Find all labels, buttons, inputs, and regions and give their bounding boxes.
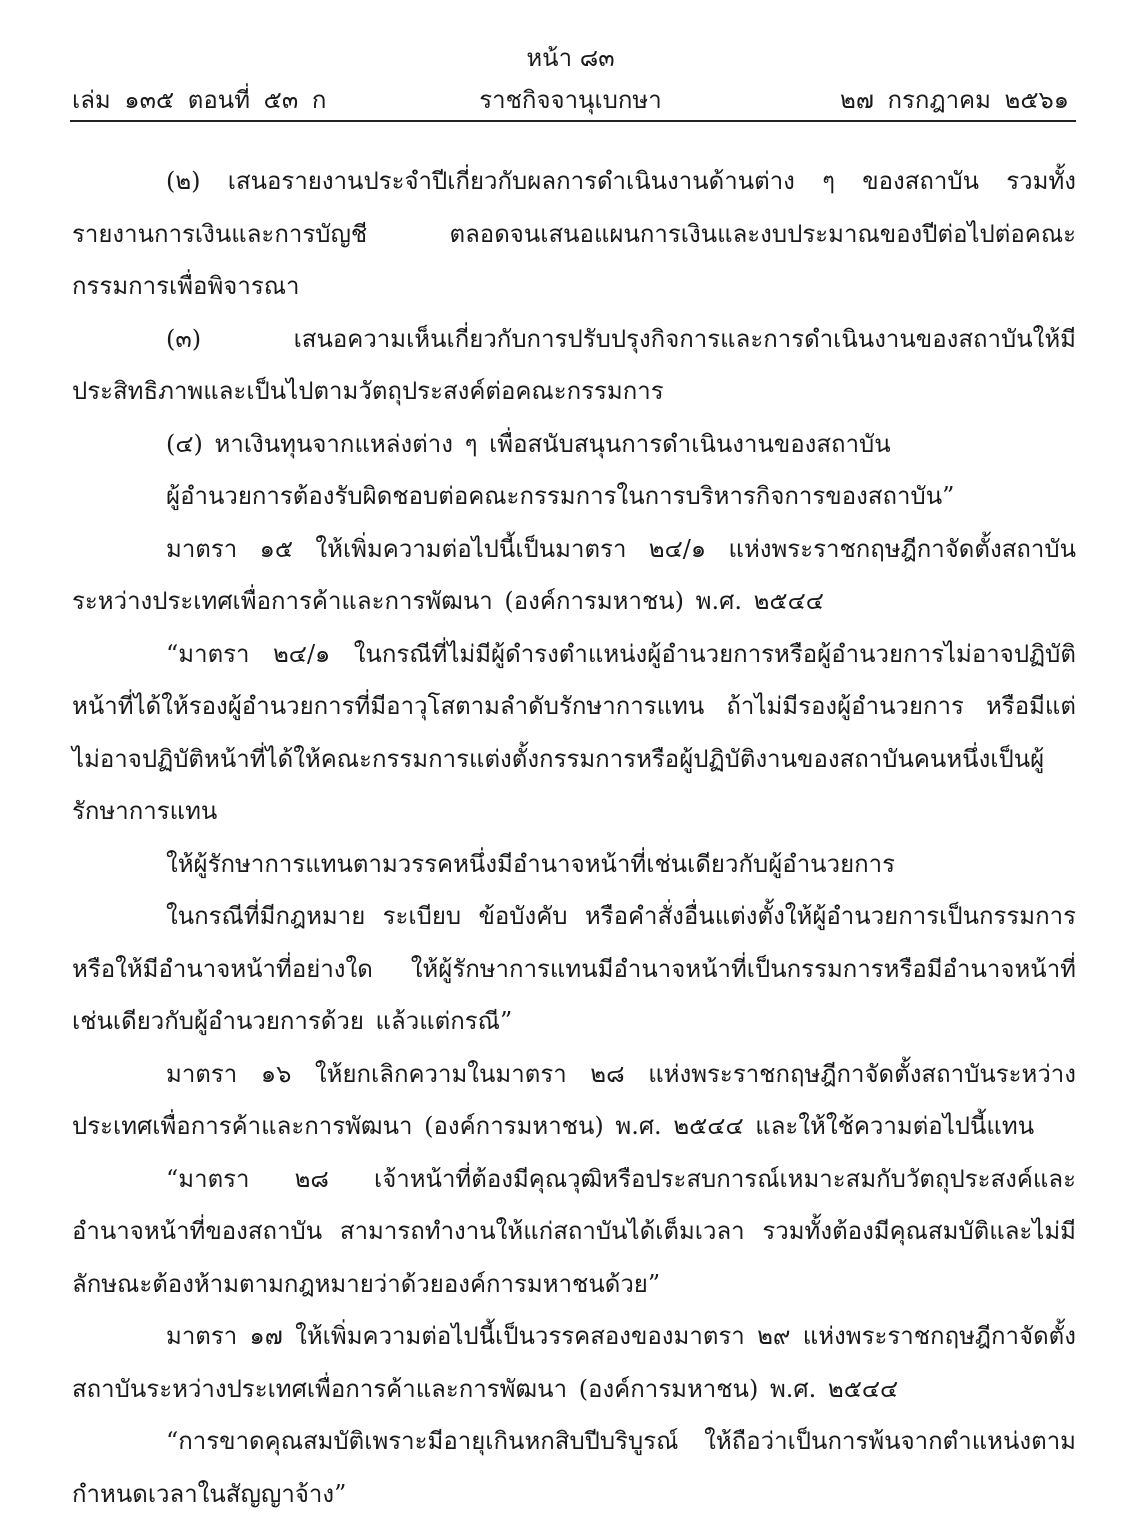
paragraph-acting-director-appointments: ในกรณีที่มีกฎหมาย ระเบียบ ข้อบังคับ หรือคำสั่งอื่นแต่งตั้งให้ผู้อำนวยการเป็นกรรมการหรือให้มีอำนาจหน้าที่อย่างใด ให้ผู้รักษาการแทนมีอำนาจหน้าที่เป็นกรรมการหรือมีอำนาจหน้าที่เช่นเดียวกับผู้อำนวยการด้วย แล้วแต่กรณี”	[72, 902, 1076, 1035]
page-number: หน้า ๘๓	[526, 44, 615, 72]
volume-issue: เล่ม ๑๓๕ ตอนที่ ๕๓ ก	[72, 86, 327, 114]
paragraph-section-24-1: “มาตรา ๒๔/๑ ในกรณีที่ไม่มีผู้ดำรงตำแหน่งผู้อำนวยการหรือผู้อำนวยการไม่อาจปฏิบัติหน้าที่ได้ให้รองผู้อำนวยการที่มีอาวุโสตามลำดับรักษาการแทน ถ้าไม่มีรองผู้อำนวยการ หรือมีแต่ไม่อาจปฏิบัติหน้าที่ได้ให้คณะกรรมการแต่งตั้งกรรมการหรือผู้ปฏิบัติงานของสถาบันคนหนึ่งเป็นผู้รักษาการแทน	[72, 639, 1076, 825]
paragraph-director-responsibility: ผู้อำนวยการต้องรับผิดชอบต่อคณะกรรมการในการบริหารกิจการของสถาบัน”	[166, 482, 955, 510]
header-divider	[70, 120, 1076, 122]
publication-date: ๒๗ กรกฎาคม ๒๕๖๑	[840, 86, 1069, 114]
paragraph-section-16: มาตรา ๑๖ ให้ยกเลิกความในมาตรา ๒๘ แห่งพระราชกฤษฎีกาจัดตั้งสถาบันระหว่างประเทศเพื่อการค้าและการพัฒนา (องค์การมหาชน) พ.ศ. ๒๕๔๔ และให้ใช้ความต่อไปนี้แทน	[72, 1059, 1076, 1140]
document-body	[72, 155, 1076, 1520]
journal-title: ราชกิจจานุเบกษา	[479, 86, 662, 114]
paragraph-section-28: “มาตรา ๒๘ เจ้าหน้าที่ต้องมีคุณวุฒิหรือประสบการณ์เหมาะสมกับวัตถุประสงค์และอำนาจหน้าที่ของสถาบัน สามารถทำงานให้แก่สถาบันได้เต็มเวลา รวมทั้งต้องมีคุณสมบัติและไม่มีลักษณะต้องห้ามตามกฎหมายว่าด้วยองค์การมหาชนด้วย”	[72, 1164, 1076, 1298]
paragraph-section-15: มาตรา ๑๕ ให้เพิ่มความต่อไปนี้เป็นมาตรา ๒๔/๑ แห่งพระราชกฤษฎีกาจัดตั้งสถาบันระหว่างประเทศเพื่อการค้าและการพัฒนา (องค์การมหาชน) พ.ศ. ๒๕๔๔	[72, 534, 1076, 615]
paragraph-item-3: (๓) เสนอความเห็นเกี่ยวกับการปรับปรุงกิจการและการดำเนินงานของสถาบันให้มีประสิทธิภาพและเป็นไปตามวัตถุประสงค์ต่อคณะกรรมการ	[72, 324, 1076, 405]
page-header	[0, 0, 1141, 122]
paragraph-section-17: มาตรา ๑๗ ให้เพิ่มความต่อไปนี้เป็นวรรคสองของมาตรา ๒๙ แห่งพระราชกฤษฎีกาจัดตั้งสถาบันระหว่างประเทศเพื่อการค้าและการพัฒนา (องค์การมหาชน) พ.ศ. ๒๕๔๔	[72, 1322, 1076, 1403]
paragraph-item-2: (๒) เสนอรายงานประจำปีเกี่ยวกับผลการดำเนินงานด้านต่าง ๆ ของสถาบัน รวมทั้งรายงานการเงินและการบัญชี ตลอดจนเสนอแผนการเงินและงบประมาณของปีต่อไปต่อคณะกรรมการเพื่อพิจารณา	[72, 167, 1076, 300]
paragraph-acting-director-powers: ให้ผู้รักษาการแทนตามวรรคหนึ่งมีอำนาจหน้าที่เช่นเดียวกับผู้อำนวยการ	[166, 849, 896, 878]
paragraph-item-4: (๔) หาเงินทุนจากแหล่งต่าง ๆ เพื่อสนับสนุนการดำเนินงานของสถาบัน	[166, 429, 891, 458]
paragraph-age-disqualification: “การขาดคุณสมบัติเพราะมีอายุเกินหกสิบปีบริบูรณ์ ให้ถือว่าเป็นการพ้นจากตำแหน่งตามกำหนดเวลาในสัญญาจ้าง”	[72, 1427, 1076, 1508]
